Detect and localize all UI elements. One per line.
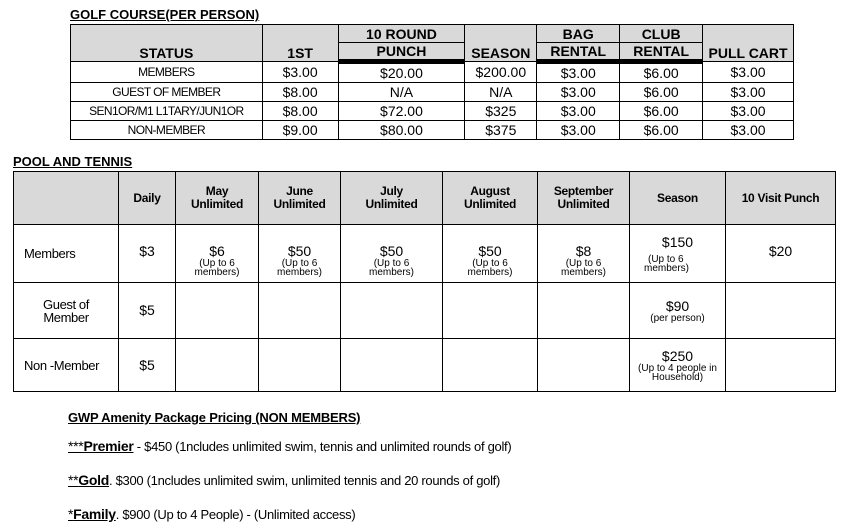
table-row-members: [14, 225, 836, 283]
header-season: Season: [630, 172, 726, 225]
header-club-top: CLUB: [620, 25, 703, 43]
table-row-guest: [14, 283, 836, 339]
members-season-cell: [630, 225, 726, 283]
members-season-note-2: members): [644, 262, 690, 274]
guest-punch-cell: [726, 283, 836, 339]
first-cell: $8.00: [262, 102, 338, 121]
bag-cell: $3.00: [537, 62, 620, 83]
guest-season-cell: [630, 283, 726, 339]
bag-cell: $3.00: [537, 121, 620, 140]
status-cell: MEMBERS: [71, 62, 263, 83]
header-september-bottom: Unlimited: [557, 197, 610, 211]
members-september-note-1: (Up to 6: [565, 258, 602, 269]
season-cell: $200.00: [465, 62, 537, 83]
members-daily: $3: [139, 243, 155, 259]
header-daily: Daily: [119, 172, 176, 225]
package-premier-text: - $450 (1ncludes unlimited swim, tennis and unlimited rounds of golf): [133, 439, 512, 454]
package-gold-label: Gold: [78, 472, 109, 488]
nonmember-punch-cell: [726, 339, 836, 392]
package-premier-stars: ***: [68, 438, 84, 454]
header-club-bottom: RENTAL: [620, 43, 703, 62]
packages-title: GWP Amenity Package Pricing (NON MEMBERS): [68, 410, 361, 425]
members-season-note-1: (Up to 6: [648, 253, 684, 265]
punch-cell: $80.00: [338, 121, 465, 140]
nonmember-season-note-2: Household): [651, 371, 704, 383]
header-bag-top: BAG: [537, 25, 620, 43]
season-cell: $325: [465, 102, 537, 121]
nonmember-july-cell: [341, 339, 443, 392]
cart-cell: $3.00: [703, 121, 794, 140]
table-row: [71, 121, 794, 140]
members-july-note-1: (Up to 6: [373, 258, 410, 269]
table-row: [71, 62, 794, 83]
pool-section-title: POOL AND TENNIS: [13, 154, 133, 169]
package-premier-name: [68, 438, 134, 454]
nonmember-june-cell: [259, 339, 341, 392]
header-may: [176, 172, 259, 225]
header-september-top: September: [553, 184, 614, 198]
header-july-top: July: [380, 184, 403, 198]
nonmember-season: $250: [661, 347, 694, 364]
header-pull-cart: PULL CART: [703, 25, 794, 62]
golf-pricing-table: [70, 24, 794, 140]
members-june-note-1: (Up to 6: [281, 258, 318, 269]
bag-cell: $3.00: [537, 83, 620, 102]
members-punch-cell: [726, 225, 836, 283]
nonmember-season-note-1: (Up to 4 people in: [638, 362, 717, 374]
members-daily-cell: [119, 225, 176, 283]
package-family-text: . $900 (Up to 4 People) - (Unlimited access): [115, 507, 356, 522]
cart-cell: $3.00: [703, 62, 794, 83]
members-may: $6: [209, 243, 225, 259]
members-september-note-2: members): [560, 267, 606, 278]
club-cell: $6.00: [620, 121, 703, 140]
table-row: [71, 83, 794, 102]
members-august-note-1: (Up to 6: [472, 258, 508, 269]
guest-label-1: Guest of: [43, 296, 89, 312]
header-row: [14, 172, 836, 225]
header-august-top: August: [470, 184, 510, 198]
club-cell: $6.00: [620, 83, 703, 102]
guest-daily: $5: [139, 302, 155, 318]
members-july-note-2: members): [368, 267, 414, 278]
guest-june-cell: [259, 283, 341, 339]
header-may-top: May: [205, 184, 229, 198]
header-first: 1ST: [262, 25, 338, 62]
header-july-bottom: Unlimited: [365, 197, 418, 211]
header-status: STATUS: [71, 25, 263, 62]
nonmember-daily: $5: [139, 356, 155, 373]
season-cell: $375: [465, 121, 537, 140]
header-june-top: June: [286, 184, 313, 198]
table-row: [71, 102, 794, 121]
status-cell: SEN1OR/M1 L1TARY/JUN1OR: [71, 102, 263, 121]
header-punch-top: 10 ROUND: [338, 25, 465, 43]
header-bag-bottom: RENTAL: [537, 43, 620, 62]
header-august: [443, 172, 538, 225]
first-cell: $3.00: [262, 62, 338, 83]
status-cell: GUEST OF MEMBER: [71, 83, 263, 102]
members-july: $50: [379, 243, 404, 259]
club-cell: $6.00: [620, 62, 703, 83]
guest-july-cell: [341, 283, 443, 339]
package-family: [68, 506, 355, 522]
guest-season-note: (per person): [650, 312, 705, 324]
members-august: $50: [478, 243, 502, 259]
package-gold-text: . $300 (1ncludes unlimited swim, unlimited tennis and 20 rounds of golf): [108, 473, 501, 488]
header-blank: [14, 172, 119, 225]
members-september: $8: [575, 243, 592, 259]
first-cell: $9.00: [262, 121, 338, 140]
header-september: [538, 172, 630, 225]
members-august-note-2: members): [467, 267, 513, 278]
guest-august-cell: [443, 283, 538, 339]
punch-cell: $72.00: [338, 102, 465, 121]
status-cell: NON-MEMBER: [71, 121, 263, 140]
package-premier: [68, 438, 511, 454]
package-premier-label: Premier: [83, 438, 134, 454]
package-gold-stars: **: [68, 472, 79, 488]
row-label-members: Members: [14, 225, 119, 283]
guest-daily-cell: [119, 283, 176, 339]
punch-cell: N/A: [338, 83, 465, 102]
row-label-guest: [14, 283, 119, 339]
members-may-note-1: (Up to 6: [199, 258, 235, 269]
members-june-cell: [259, 225, 341, 283]
package-gold: [68, 472, 500, 488]
header-punch: 10 Visit Punch: [726, 172, 836, 225]
header-june-bottom: Unlimited: [273, 197, 326, 211]
header-season: SEASON: [465, 25, 537, 62]
nonmember-september-cell: [538, 339, 630, 392]
members-may-note-2: members): [194, 267, 240, 278]
row-label-nonmember: Non -Member: [14, 339, 119, 392]
members-season: $150: [661, 233, 694, 250]
package-gold-name: [68, 472, 109, 488]
cart-cell: $3.00: [703, 83, 794, 102]
header-june: [259, 172, 341, 225]
members-may-cell: [176, 225, 259, 283]
bag-cell: $3.00: [537, 102, 620, 121]
first-cell: $8.00: [262, 83, 338, 102]
header-august-bottom: Unlimited: [464, 197, 516, 211]
nonmember-may-cell: [176, 339, 259, 392]
nonmember-august-cell: [443, 339, 538, 392]
golf-section-title: GOLF COURSE(PER PERSON): [70, 7, 260, 22]
guest-september-cell: [538, 283, 630, 339]
nonmember-season-cell: [630, 339, 726, 392]
members-september-cell: [538, 225, 630, 283]
pool-tennis-pricing-table: [13, 171, 836, 392]
nonmember-daily-cell: [119, 339, 176, 392]
cart-cell: $3.00: [703, 102, 794, 121]
header-may-bottom: Unlimited: [191, 197, 243, 211]
package-family-name: [68, 506, 116, 522]
season-cell: N/A: [465, 83, 537, 102]
package-family-label: Family: [73, 506, 116, 522]
members-july-cell: [341, 225, 443, 283]
club-cell: $6.00: [620, 102, 703, 121]
members-june-note-2: members): [276, 267, 322, 278]
header-july: [341, 172, 443, 225]
punch-cell: $20.00: [338, 62, 465, 83]
members-punch: $20: [768, 243, 793, 259]
members-june: $50: [287, 243, 312, 259]
package-family-stars: *: [68, 506, 74, 522]
table-row-nonmember: [14, 339, 836, 392]
header-punch-bottom: PUNCH: [338, 43, 465, 62]
members-august-cell: [443, 225, 538, 283]
guest-label-2: Member: [43, 309, 89, 325]
guest-may-cell: [176, 283, 259, 339]
guest-season: $90: [665, 297, 690, 314]
